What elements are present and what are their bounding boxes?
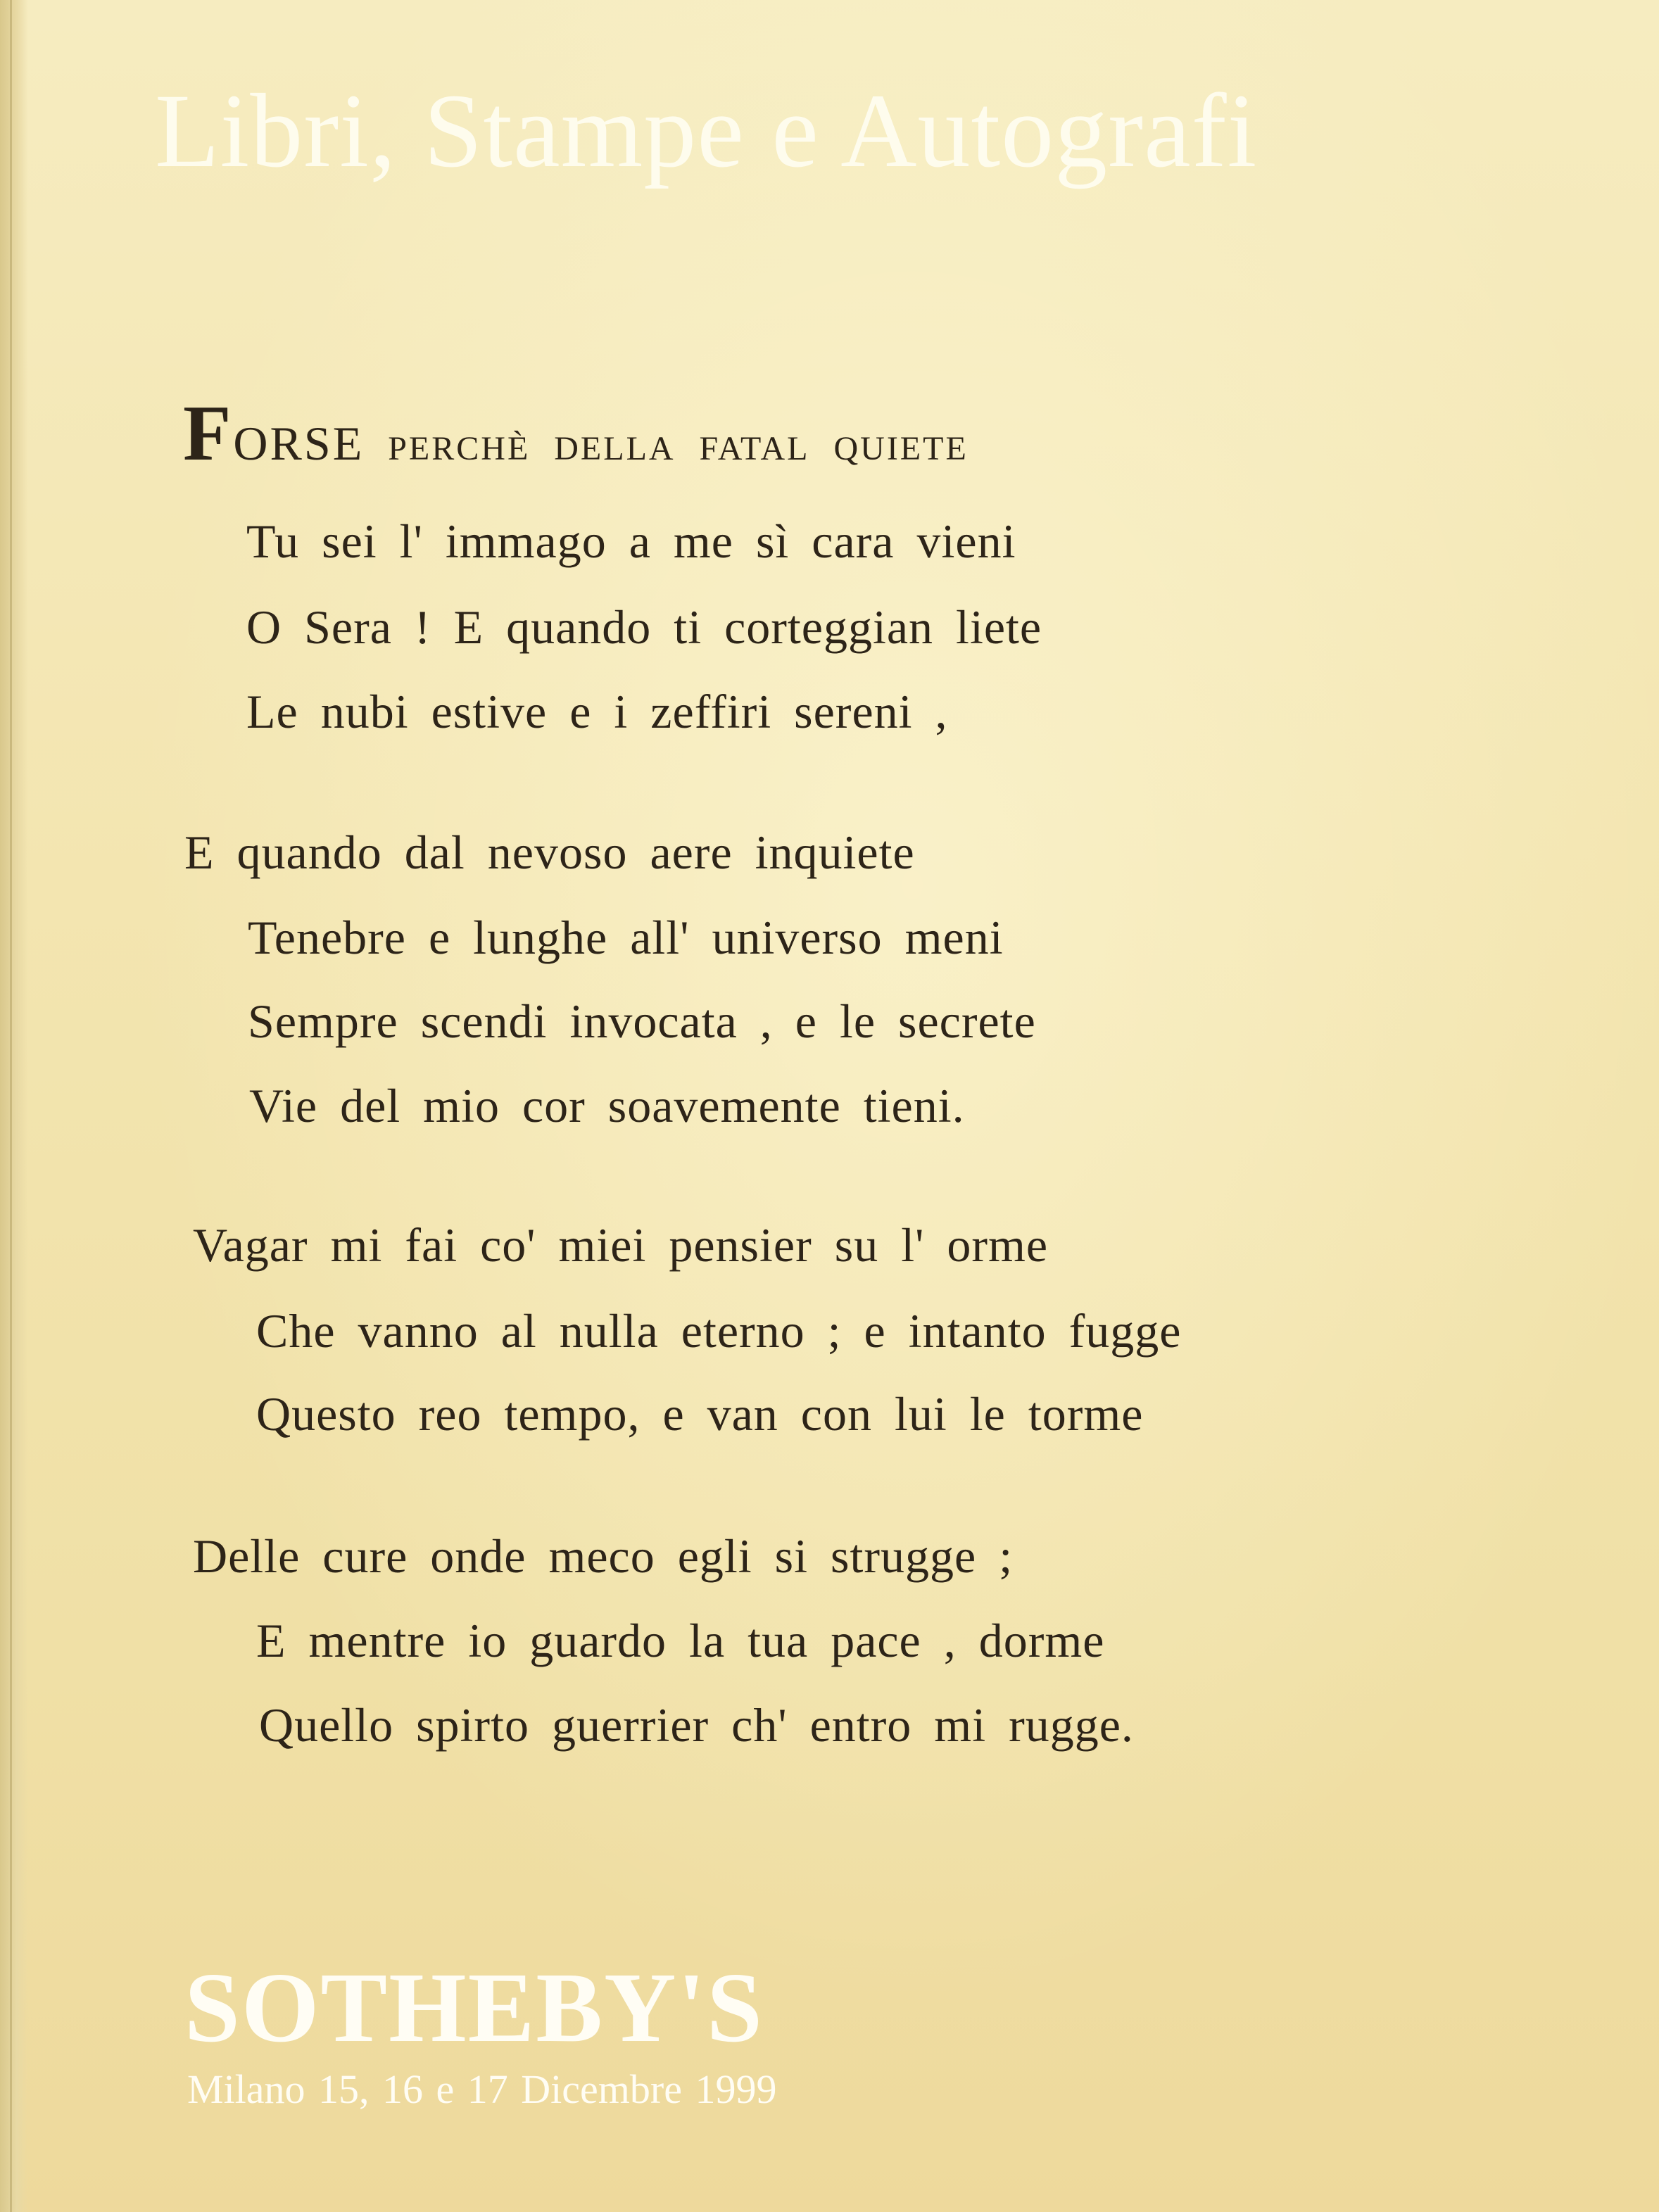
poem-line: Quello spirto guerrier ch' entro mi rugge.	[259, 1698, 1134, 1752]
poem-line: Le nubi estive e i zeffiri sereni ,	[246, 685, 948, 738]
page-edge-shadow	[0, 0, 28, 2212]
drop-cap-letter: F	[183, 390, 232, 477]
poem-line: E mentre io guardo la tua pace , dorme	[256, 1614, 1105, 1667]
poem-line: E quando dal nevoso aere inquiete	[184, 826, 915, 879]
sale-location-dates: Milano 15, 16 e 17 Dicembre 1999	[187, 2066, 777, 2112]
poem-line: Sempre scendi invocata , e le secrete	[248, 994, 1036, 1048]
poem-line-text: ORSE perchè della fatal quiete	[233, 417, 969, 470]
poem-line: Tenebre e lunghe all' universo meni	[248, 911, 1004, 964]
page-fold-line	[10, 0, 12, 2212]
poem-line: Delle cure onde meco egli si strugge ;	[193, 1529, 1014, 1583]
poem-line	[183, 390, 969, 477]
poem-line: Vie del mio cor soavemente tieni.	[249, 1079, 965, 1132]
auction-house-logo: SOTHEBY'S	[184, 1952, 764, 2063]
catalogue-title: Libri, Stampe e Autografi	[155, 72, 1258, 189]
poem-line: Che vanno al nulla eterno ; e intanto fugge	[256, 1304, 1182, 1358]
poem-line: O Sera ! E quando ti corteggian liete	[246, 600, 1042, 654]
poem-line: Vagar mi fai co' miei pensier su l' orme	[193, 1218, 1049, 1272]
poem-line: Questo reo tempo, e van con lui le torme	[256, 1387, 1144, 1441]
poem-line: Tu sei l' immago a me sì cara vieni	[246, 514, 1016, 568]
